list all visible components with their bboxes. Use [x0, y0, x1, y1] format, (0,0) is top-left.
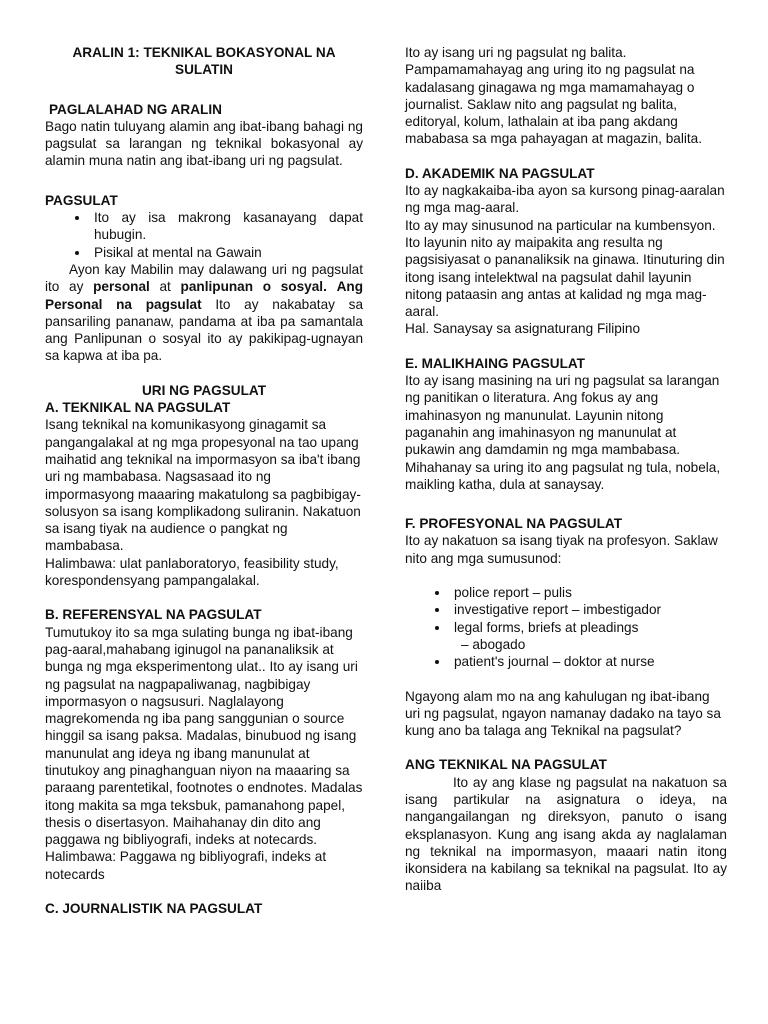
pagsulat-heading: PAGSULAT	[45, 192, 118, 208]
pagsulat-bullet-list	[45, 209, 363, 261]
section-f-heading: F. PROFESYONAL NA PAGSULAT	[405, 516, 623, 532]
dash-item: – abogado	[461, 636, 526, 652]
pagsulat-paragraph	[45, 261, 363, 365]
lesson-title: ARALIN 1: TEKNIKAL BOKASYONAL NA SULATIN	[72, 45, 336, 78]
uri-heading: URI NG PAGSULAT	[141, 382, 267, 398]
section-f-text: Ito ay nakatuon sa isang tiyak na profesyon. Saklaw nito ang mga sumusunod:	[405, 533, 718, 566]
section-a-example: Halimbawa: ulat panlaboratoryo, feasibility study, korespondensyang pampangalakal.	[45, 555, 339, 589]
list-item: • patient's journal – doktor at nurse	[450, 653, 727, 670]
list-item: • police report – pulis	[450, 584, 727, 601]
section-d-heading: D. AKADEMIK NA PAGSULAT	[405, 165, 595, 181]
list-item: • investigative report – imbestigador	[450, 601, 727, 618]
text-run: Ito ay nakabatay sa pansariling pananaw, pandama at iba pa samantala ang Panlipunan o sosyal ito ay pakikipag-ugnayan sa kapwa at iba pa.	[45, 296, 364, 364]
section-b-heading: B. REFERENSYAL NA PAGSULAT	[45, 607, 262, 623]
section-a-heading: A. TEKNIKAL NA PAGSULAT	[45, 400, 231, 416]
section-b-text: Tumutukoy ito sa mga sulating bunga ng ibat-ibang pag-aaral,mahabang iginugol na pananaliksik at bunga ng mga eksperimentong ulat.. Ito ay isang uri ng pagsulat na nagpapaliwanag, nagbibigay impormasyon o nagsusuri. Naglalayong magrekomenda ng iba pang sanggunian o source hinggil sa isang paksa. Madalas, binubuod ng isang manunulat ang ideya ng ibang manunulat at tinutukoy ang pinaghanguan niyon na maaaring sa paraang parentetikal, footnotes o endnotes. Madalas itong makita sa mga teksbuk, pamanahong papel, thesis o disertasyon. Maihahanay din dito ang paggawa ng bibliyografi, indeks at notecards.	[45, 624, 363, 848]
profession-list	[405, 584, 727, 636]
profession-list-continued	[405, 653, 727, 670]
list-item: • Pisikal at mental na Gawain	[90, 244, 363, 261]
list-item: • Ito ay isa makrong kasanayang dapat hubugin.	[90, 209, 363, 244]
left-column	[45, 44, 363, 917]
section-b-example: Halimbawa: Paggawa ng bibliyografi, indeks at notecards	[45, 849, 327, 882]
bold-term: Ang Personal na pagsulat	[45, 279, 364, 312]
ang-teknikal-text: Ito ay ang klase ng pagsulat na nakatuon sa isang partikular na asignatura o ideya, na nangangailangan ng direksyon, panuto o isang eksplanasyon. Kung ang isang akda ay naglalaman ng teknikal na impormasyon, maaari natin itong ikonsidera na kabilang sa teknikal na pagsulat. Ito ay naiiba	[405, 774, 727, 894]
bold-term: panlipunan o sosyal.	[180, 279, 327, 295]
right-column	[405, 44, 727, 895]
intro-heading: PAGLALAHAD NG ARALIN	[49, 101, 222, 117]
bold-term: personal	[93, 279, 150, 295]
intro-paragraph: Bago natin tuluyang alamin ang ibat-ibang bahagi ng pagsulat sa larangan ng teknikal bokasyonal ay alamin muna natin ang ibat-ibang uri ng pagsulat.	[45, 118, 363, 169]
section-c-text: Ito ay isang uri ng pagsulat ng balita. Pampamamahayag ang uring ito ng pagsulat na kadalasang ginagawa ng mga mamamahayag o journalist. Saklaw nito ang pagsulat ng balita, editoryal, kolum, lathalain at iba pang akdang mababasa sa mga pahayagan at magazin, balita.	[405, 45, 702, 147]
text-run	[327, 279, 337, 294]
section-d-example: Hal. Sanaysay sa asignaturang Filipino	[405, 321, 641, 337]
section-e-heading: E. MALIKHAING PAGSULAT	[405, 355, 585, 371]
text-run: at	[149, 279, 181, 295]
text-run: Ayon kay Mabilin may dalawang uri ng pagsulat ito ay	[45, 261, 363, 295]
ang-teknikal-heading: ANG TEKNIKAL NA PAGSULAT	[405, 757, 607, 773]
section-e-text: Ito ay isang masining na uri ng pagsulat sa larangan ng panitikan o literatura. Ang fokus ay ang imahinasyon ng manunulat. Layunin nitong paganahin ang imahinasyon ng manunulat at pukawin ang damdamin ng mga mambabasa. Mihahanay sa uring ito ang pagsulat ng tula, nobela, maikling katha, dula at sanaysay.	[405, 373, 721, 492]
transition-question: Ngayong alam mo na ang kahulugan ng ibat-ibang uri ng pagsulat, ngayon namanay dadako na tayo sa kung ano ba talaga ang Teknikal na pagsulat?	[405, 688, 721, 739]
section-c-heading: C. JOURNALISTIK NA PAGSULAT	[45, 901, 263, 917]
section-d-text-2: Ito ay may sinusunod na particular na kumbensyon. Ito layunin nito ay maipakita ang resulta ng pagsisiyasat o pananaliksik na ginawa. Itinuturing din itong isang intelektwal na pagsulat dahil layunin nitong pataasin ang antas at kalidad ng mga mag-aaral.	[405, 217, 725, 320]
section-d-text-1: Ito ay nagkakaiba-iba ayon sa kursong pinag-aaralan ng mga mag-aaral.	[405, 183, 725, 216]
section-a-text: Isang teknikal na komunikasyong ginagamit sa pangangalakal at ng mga propesyonal na tao upang maihatid ang teknikal na impormasyon sa iba't ibang uri ng mambabasa. Nagsasaad ito ng impormasyong maaaring makatulong sa pagbibigay-solusyon sa isang komplikadong suliranin. Nakatuon sa isang tiyak na audience o pangkat ng mambabasa.	[45, 417, 361, 554]
list-item: • legal forms, briefs at pleadings	[450, 619, 727, 636]
